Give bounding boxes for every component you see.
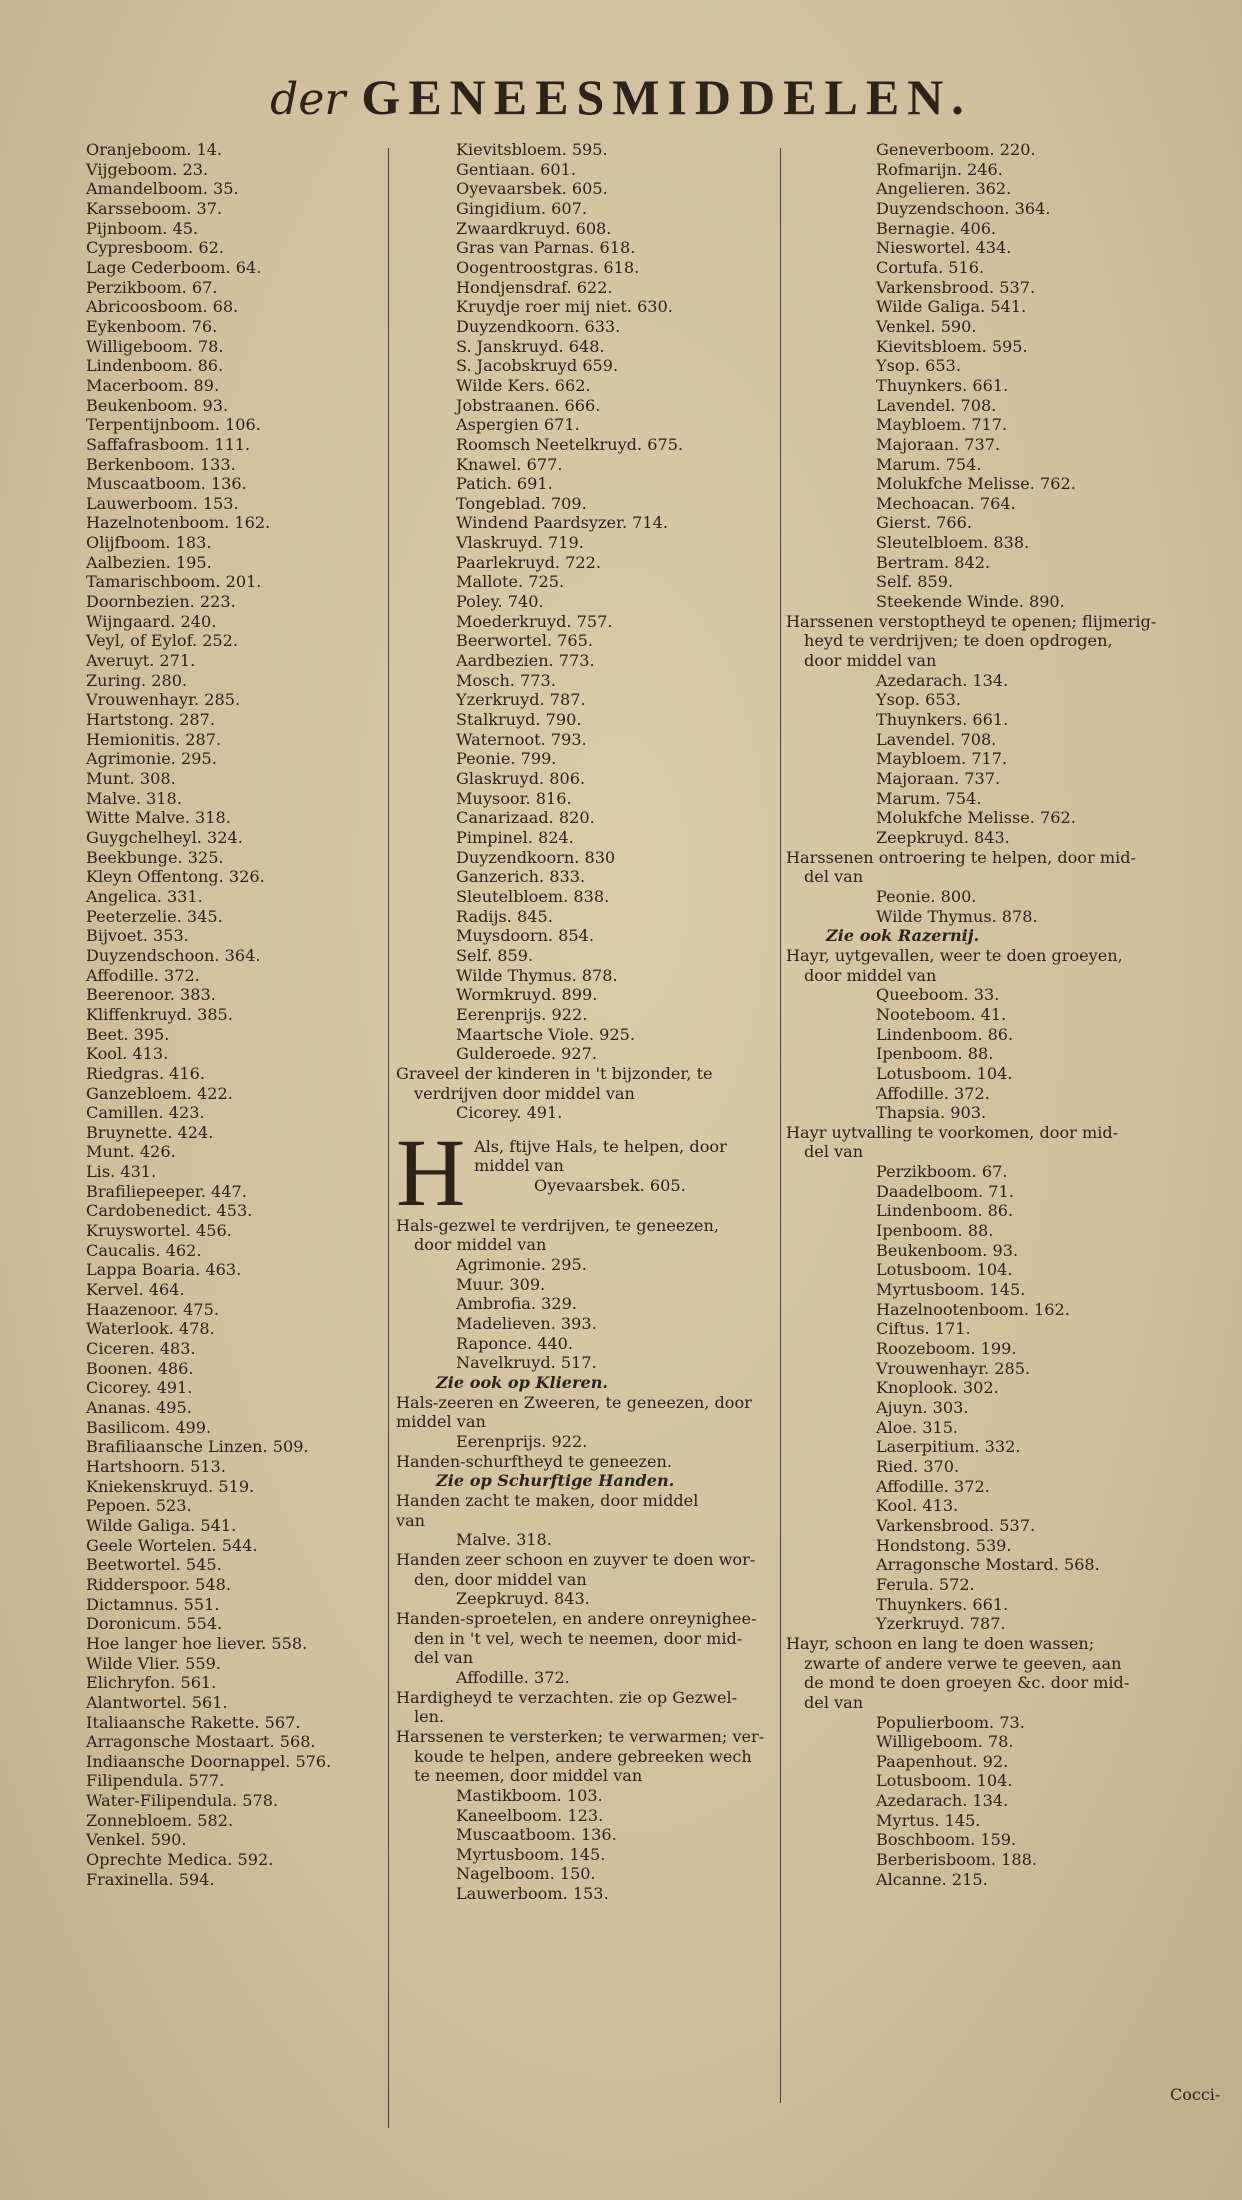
index-entry: Hoe langer hoe liever. 558.	[86, 1633, 308, 1653]
index-entry: Beet. 395.	[86, 1024, 170, 1044]
index-entry: Lauwerboom. 153.	[86, 493, 239, 513]
page-header	[0, 68, 1242, 126]
index-entry: Boonen. 486.	[86, 1358, 194, 1378]
index-entry: Molukfche Melisse. 762.	[876, 474, 1076, 494]
index-heading: Hals-zeeren en Zweeren, te geneezen, door	[396, 1392, 752, 1412]
index-heading: Hayr uytvalling te voorkomen, door mid-	[786, 1122, 1119, 1142]
index-entry: Pijnboom. 45.	[86, 218, 199, 238]
index-entry: Muscaatboom. 136.	[86, 474, 247, 494]
index-entry: Pepoen. 523.	[86, 1496, 192, 1516]
index-entry: Alcanne. 215.	[876, 1869, 988, 1889]
entry-line: middel van	[474, 1156, 564, 1176]
heading-continuation: zwarte of andere verwe te geeven, aan	[804, 1653, 1122, 1673]
index-entry: Knoplook. 302.	[876, 1378, 999, 1398]
index-entry: Varkensbrood. 537.	[876, 277, 1036, 297]
index-entry: Dictamnus. 551.	[86, 1594, 220, 1614]
index-entry: Aardbezien. 773.	[456, 651, 595, 671]
index-entry: Zuring. 280.	[86, 670, 188, 690]
index-entry: Eerenprijs. 922.	[456, 1432, 588, 1452]
index-entry: Wilde Thymus. 878.	[456, 965, 618, 985]
index-entry: Maybloem. 717.	[876, 415, 1008, 435]
index-entry: Duyzendkoorn. 633.	[456, 316, 621, 336]
index-entry: Ysop. 653.	[876, 690, 961, 710]
index-entry: Thuynkers. 661.	[876, 375, 1009, 395]
index-heading: Harssenen verstoptheyd te openen; flijmerig-	[786, 611, 1157, 631]
heading-continuation: den, door middel van	[414, 1569, 587, 1589]
index-column-2	[396, 140, 776, 1904]
index-entry: Lotusboom. 104.	[876, 1063, 1013, 1083]
index-entry: Rofmarijn. 246.	[876, 159, 1003, 179]
index-entry: Zeepkruyd. 843.	[876, 827, 1010, 847]
cross-reference: Zie op Schurftige Handen.	[436, 1471, 675, 1491]
index-entry: Nooteboom. 41.	[876, 1004, 1007, 1024]
index-entry: Hartshoorn. 513.	[86, 1456, 226, 1476]
index-heading: Hayr, schoon en lang te doen wassen;	[786, 1633, 1095, 1653]
index-entry: Riedgras. 416.	[86, 1063, 206, 1083]
index-entry: Muscaatboom. 136.	[456, 1825, 617, 1845]
index-entry: Berkenboom. 133.	[86, 454, 236, 474]
index-entry: Hazelnootenboom. 162.	[876, 1299, 1070, 1319]
index-entry: Populierboom. 73.	[876, 1712, 1025, 1732]
index-entry: Thuynkers. 661.	[876, 1594, 1009, 1614]
index-entry: Ridderspoor. 548.	[86, 1574, 232, 1594]
index-entry: Zonnebloem. 582.	[86, 1810, 234, 1830]
index-entry: Ried. 370.	[876, 1456, 960, 1476]
heading-continuation: heyd te verdrijven; te doen opdrogen,	[804, 631, 1113, 651]
index-entry: Beerenoor. 383.	[86, 985, 216, 1005]
index-entry: Cortufa. 516.	[876, 257, 985, 277]
index-entry: Agrimonie. 295.	[456, 1255, 587, 1275]
index-entry: Eykenboom. 76.	[86, 316, 218, 336]
index-heading: Graveel der kinderen in 't bijzonder, te	[396, 1063, 713, 1083]
index-entry: Daadelboom. 71.	[876, 1181, 1014, 1201]
index-entry: Geele Wortelen. 544.	[86, 1535, 258, 1555]
index-entry: Doornbezien. 223.	[86, 592, 236, 612]
index-entry: Vlaskruyd. 719.	[456, 533, 584, 553]
index-entry: Mechoacan. 764.	[876, 493, 1016, 513]
index-entry: Cardobenedict. 453.	[86, 1201, 253, 1221]
index-entry: Hazelnotenboom. 162.	[86, 513, 271, 533]
index-entry: Lavendel. 708.	[876, 395, 997, 415]
index-entry: Agrimonie. 295.	[86, 749, 217, 769]
index-entry: Stalkruyd. 790.	[456, 710, 582, 730]
index-entry: Beekbunge. 325.	[86, 847, 224, 867]
index-entry: Tongeblad. 709.	[456, 493, 587, 513]
index-column-1	[86, 140, 386, 1889]
header-der: der	[270, 74, 346, 125]
index-entry: Oranjeboom. 14.	[86, 140, 223, 159]
entry-line: Als, ftijve Hals, te helpen, door	[474, 1136, 727, 1156]
index-entry: Marum. 754.	[876, 454, 982, 474]
index-entry: Ganzerich. 833.	[456, 867, 586, 887]
index-entry: Sleutelbloem. 838.	[456, 886, 610, 906]
column-rule-2	[780, 148, 781, 2103]
index-entry: Filipendula. 577.	[86, 1771, 225, 1791]
index-entry: Ferula. 572.	[876, 1574, 975, 1594]
index-entry: Bijvoet. 353.	[86, 926, 189, 946]
index-entry: Kniekenskruyd. 519.	[86, 1476, 255, 1496]
index-heading: Hayr, uytgevallen, weer te doen groeyen,	[786, 945, 1123, 965]
heading-continuation: koude te helpen, andere gebreeken wech	[414, 1746, 752, 1766]
index-entry: Roomsch Neetelkruyd. 675.	[456, 434, 684, 454]
index-entry: Water-Filipendula. 578.	[86, 1791, 279, 1811]
index-entry: Peeterzelie. 345.	[86, 906, 223, 926]
index-entry: Beukenboom. 93.	[876, 1240, 1019, 1260]
index-entry: Zeepkruyd. 843.	[456, 1589, 590, 1609]
index-entry: Boschboom. 159.	[876, 1830, 1017, 1850]
index-entry: Glaskruyd. 806.	[456, 769, 586, 788]
index-entry: Bertram. 842.	[876, 552, 991, 572]
index-entry: Willigeboom. 78.	[876, 1732, 1014, 1752]
index-entry: Mastikboom. 103.	[456, 1785, 603, 1805]
index-entry: Eerenprijs. 922.	[456, 1004, 588, 1024]
index-entry: Muur. 309.	[456, 1274, 546, 1294]
index-entry: Cicorey. 491.	[86, 1378, 193, 1398]
cross-reference: Zie ook Razernij.	[826, 926, 980, 946]
index-entry: Haazenoor. 475.	[86, 1299, 219, 1319]
index-entry: Mallote. 725.	[456, 572, 565, 592]
index-entry: Perzikboom. 67.	[876, 1162, 1008, 1182]
index-entry: Kool. 413.	[86, 1044, 169, 1064]
index-entry: Averuyt. 271.	[86, 651, 196, 671]
index-entry: Indiaansche Doornappel. 576.	[86, 1751, 332, 1771]
heading-continuation: del van	[414, 1648, 474, 1668]
column-rule-1	[388, 148, 389, 2128]
index-entry: Basilicom. 499.	[86, 1417, 212, 1437]
index-entry: Wilde Thymus. 878.	[876, 906, 1038, 926]
index-entry: Patich. 691.	[456, 474, 553, 494]
index-entry: Camillen. 423.	[86, 1103, 205, 1123]
index-entry: Canarizaad. 820.	[456, 808, 595, 828]
index-entry: Wilde Vlier. 559.	[86, 1653, 221, 1673]
index-entry: Jobstraanen. 666.	[456, 395, 601, 415]
index-entry: Gierst. 766.	[876, 513, 973, 533]
index-entry: Ciceren. 483.	[86, 1339, 196, 1359]
index-entry: Muysoor. 816.	[456, 788, 572, 808]
drop-capital: H	[396, 1118, 466, 1226]
index-entry: Maartsche Viole. 925.	[456, 1024, 636, 1044]
index-entry: Ganzebloem. 422.	[86, 1083, 233, 1103]
index-entry: Munt. 308.	[86, 769, 176, 788]
index-entry: Willigeboom. 78.	[86, 336, 224, 356]
index-entry: Maybloem. 717.	[876, 749, 1008, 769]
index-entry: Kievitsbloem. 595.	[456, 140, 608, 159]
index-entry: Mosch. 773.	[456, 670, 556, 690]
index-entry: Lage Cederboom. 64.	[86, 257, 262, 277]
index-entry: Witte Malve. 318.	[86, 808, 231, 828]
index-entry: Perzikboom. 67.	[86, 277, 218, 297]
index-entry: Olijfboom. 183.	[86, 533, 212, 553]
index-entry: Paapenhout. 92.	[876, 1751, 1009, 1771]
index-entry: Lis. 431.	[86, 1162, 157, 1182]
index-entry: Molukfche Melisse. 762.	[876, 808, 1076, 828]
index-entry: Ciftus. 171.	[876, 1319, 971, 1339]
index-entry: Raponce. 440.	[456, 1333, 574, 1353]
index-entry: Muysdoorn. 854.	[456, 926, 594, 946]
index-entry: Yzerkruyd. 787.	[456, 690, 586, 710]
index-heading: middel van	[396, 1412, 486, 1432]
index-entry: Saffafrasboom. 111.	[86, 434, 251, 454]
heading-continuation: door middel van	[804, 651, 937, 671]
index-entry: Duyzendschoon. 364.	[86, 945, 261, 965]
index-entry: Wilde Galiga. 541.	[86, 1515, 237, 1535]
index-entry: Lindenboom. 86.	[86, 356, 224, 376]
index-entry: Aspergien 671.	[456, 415, 580, 435]
index-entry: Lindenboom. 86.	[876, 1201, 1014, 1221]
index-entry: Wilde Kers. 662.	[456, 375, 591, 395]
index-entry: Vijgeboom. 23.	[86, 159, 209, 179]
index-entry: Thapsia. 903.	[876, 1103, 987, 1123]
index-entry: Vrouwenhayr. 285.	[876, 1358, 1031, 1378]
index-entry: Navelkruyd. 517.	[456, 1353, 597, 1373]
index-entry: Majoraan. 737.	[876, 769, 1001, 788]
index-entry: Varkensbrood. 537.	[876, 1515, 1036, 1535]
index-heading: Harssenen te versterken; te verwarmen; ver-	[396, 1726, 765, 1746]
index-entry: Affodille. 372.	[876, 1476, 990, 1496]
index-entry: Myrtusboom. 145.	[456, 1844, 606, 1864]
index-entry: Kruyswortel. 456.	[86, 1221, 232, 1241]
index-entry: S. Jacobskruyd 659.	[456, 356, 619, 376]
index-heading: Harssenen ontroering te helpen, door mid-	[786, 847, 1136, 867]
index-entry: Kievitsbloem. 595.	[876, 336, 1028, 356]
index-entry: Affodille. 372.	[86, 965, 200, 985]
index-entry: Peonie. 799.	[456, 749, 557, 769]
index-entry: Kool. 413.	[876, 1496, 959, 1516]
index-entry: Laserpitium. 332.	[876, 1437, 1021, 1457]
index-entry: Brafiliepeeper. 447.	[86, 1181, 247, 1201]
heading-continuation: len.	[414, 1707, 445, 1727]
index-entry: Madelieven. 393.	[456, 1314, 597, 1334]
index-entry: Affodille. 372.	[456, 1667, 570, 1687]
index-entry: Paarlekruyd. 722.	[456, 552, 601, 572]
index-entry: Macerboom. 89.	[86, 375, 220, 395]
index-entry: Hemionitis. 287.	[86, 729, 222, 749]
index-entry: Windend Paardsyzer. 714.	[456, 513, 669, 533]
index-entry: Arragonsche Mostard. 568.	[876, 1555, 1100, 1575]
index-entry: Italiaansche Rakette. 567.	[86, 1712, 301, 1732]
index-entry: Duyzendschoon. 364.	[876, 198, 1051, 218]
index-entry: Tamarischboom. 201.	[86, 572, 262, 592]
index-entry: Peonie. 800.	[876, 886, 977, 906]
index-entry: Oyevaarsbek. 605.	[456, 179, 608, 199]
index-heading: Handen-sproetelen, en andere onreynighee-	[396, 1608, 757, 1628]
index-entry: Lavendel. 708.	[876, 729, 997, 749]
index-entry: Cicorey. 491.	[456, 1103, 563, 1123]
index-entry: Ananas. 495.	[86, 1398, 192, 1417]
index-entry: Lotusboom. 104.	[876, 1771, 1013, 1791]
index-entry: Beerwortel. 765.	[456, 631, 593, 651]
index-entry: Hondjensdraf. 622.	[456, 277, 613, 297]
catchword: Cocci-	[1170, 2085, 1221, 2104]
index-entry: Marum. 754.	[876, 788, 982, 808]
index-entry: Abricoosboom. 68.	[86, 297, 239, 317]
index-entry: Vrouwenhayr. 285.	[86, 690, 241, 710]
heading-continuation: den in 't vel, wech te neemen, door mid-	[414, 1628, 743, 1648]
index-heading: Handen zeer schoon en zuyver te doen wor-	[396, 1549, 756, 1569]
index-entry: Ysop. 653.	[876, 356, 961, 376]
index-entry: Beukenboom. 93.	[86, 395, 229, 415]
index-entry: Arragonsche Mostaart. 568.	[86, 1732, 316, 1752]
index-entry: Duyzendkoorn. 830	[456, 847, 616, 867]
index-entry: Waternoot. 793.	[456, 729, 587, 749]
index-entry: Kleyn Offentong. 326.	[86, 867, 265, 887]
index-entry: Venkel. 590.	[86, 1830, 187, 1850]
index-entry: Pimpinel. 824.	[456, 827, 574, 847]
index-entry: Aalbezien. 195.	[86, 552, 212, 572]
heading-continuation: de mond te doen groeyen &c. door mid-	[804, 1673, 1130, 1693]
index-entry: Queeboom. 33.	[876, 985, 1000, 1005]
heading-continuation: del van	[804, 867, 864, 887]
index-entry: Hondstong. 539.	[876, 1535, 1012, 1555]
index-entry: Roozeboom. 199.	[876, 1339, 1017, 1359]
index-heading: Handen zacht te maken, door middel	[396, 1491, 699, 1510]
index-entry: Majoraan. 737.	[876, 434, 1001, 454]
index-entry: Gentiaan. 601.	[456, 159, 576, 179]
index-entry: Hartstong. 287.	[86, 710, 215, 730]
index-entry: Affodille. 372.	[876, 1083, 990, 1103]
index-entry: Nieswortel. 434.	[876, 238, 1012, 258]
index-entry: Lotusboom. 104.	[876, 1260, 1013, 1280]
index-entry: Bernagie. 406.	[876, 218, 997, 238]
heading-continuation: del van	[804, 1142, 864, 1162]
index-entry: Angelieren. 362.	[876, 179, 1012, 199]
index-entry: Geneverboom. 220.	[876, 140, 1036, 159]
header-title: GENEESMIDDELEN.	[361, 69, 972, 125]
index-entry: Ajuyn. 303.	[876, 1398, 969, 1417]
heading-continuation: te neemen, door middel van	[414, 1766, 643, 1786]
index-entry: Azedarach. 134.	[876, 670, 1009, 690]
heading-continuation: door middel van	[804, 965, 937, 985]
index-entry: Zwaardkruyd. 608.	[456, 218, 612, 238]
index-entry: Azedarach. 134.	[876, 1791, 1009, 1811]
heading-continuation: del van	[804, 1692, 864, 1712]
index-entry: Kaneelboom. 123.	[456, 1805, 604, 1825]
index-entry: Caucalis. 462.	[86, 1240, 202, 1260]
index-entry: Lindenboom. 86.	[876, 1024, 1014, 1044]
index-entry: Self. 859.	[456, 945, 534, 965]
index-entry: Oprechte Medica. 592.	[86, 1850, 274, 1870]
index-entry: Munt. 426.	[86, 1142, 176, 1162]
index-heading: Hardigheyd te verzachten. zie op Gezwel-	[396, 1687, 738, 1707]
index-entry: Gras van Parnas. 618.	[456, 238, 636, 258]
index-entry: Elichryfon. 561.	[86, 1673, 217, 1693]
index-entry: Wormkruyd. 899.	[456, 985, 598, 1005]
cross-reference: Zie ook op Klieren.	[436, 1373, 608, 1393]
index-entry: Brafiliaansche Linzen. 509.	[86, 1437, 309, 1457]
index-entry: Angelica. 331.	[86, 886, 203, 906]
index-entry: Steekende Winde. 890.	[876, 592, 1065, 612]
index-entry: Berberisboom. 188.	[876, 1850, 1037, 1870]
index-entry: Oogentroostgras. 618.	[456, 257, 640, 277]
heading-continuation: verdrijven door middel van	[414, 1083, 635, 1103]
index-entry: Cypresboom. 62.	[86, 238, 224, 258]
index-entry: Wijngaard. 240.	[86, 611, 217, 631]
index-entry: Bruynette. 424.	[86, 1122, 214, 1142]
index-entry: Thuynkers. 661.	[876, 710, 1009, 730]
index-heading: Hals-gezwel te verdrijven, te geneezen,	[396, 1215, 719, 1235]
index-entry: Myrtus. 145.	[876, 1810, 981, 1830]
index-entry: Ipenboom. 88.	[876, 1044, 994, 1064]
index-entry: Knawel. 677.	[456, 454, 563, 474]
index-entry: Gulderoede. 927.	[456, 1044, 597, 1064]
index-column-3	[786, 140, 1226, 1889]
entry-line: Oyevaarsbek. 605.	[534, 1176, 686, 1196]
index-entry: Kervel. 464.	[86, 1280, 185, 1300]
index-entry: Sleutelbloem. 838.	[876, 533, 1030, 553]
index-entry: Malve. 318.	[456, 1530, 552, 1550]
index-entry: Moederkruyd. 757.	[456, 611, 613, 631]
index-entry: Kliffenkruyd. 385.	[86, 1004, 233, 1024]
index-entry: Fraxinella. 594.	[86, 1869, 215, 1889]
index-entry: Doronicum. 554.	[86, 1614, 223, 1634]
index-entry: Amandelboom. 35.	[86, 179, 239, 199]
index-entry: Lauwerboom. 153.	[456, 1884, 609, 1904]
index-entry: Venkel. 590.	[876, 316, 977, 336]
index-entry: Myrtusboom. 145.	[876, 1280, 1026, 1300]
index-entry: Beetwortel. 545.	[86, 1555, 222, 1575]
index-entry: Yzerkruyd. 787.	[876, 1614, 1006, 1634]
index-entry: Self. 859.	[876, 572, 954, 592]
index-entry: Veyl, of Eylof. 252.	[86, 631, 239, 651]
index-entry: Poley. 740.	[456, 592, 544, 612]
index-entry: Alantwortel. 561.	[86, 1692, 228, 1712]
index-entry: Aloe. 315.	[876, 1417, 959, 1437]
index-entry: Guygchelheyl. 324.	[86, 827, 243, 847]
heading-continuation: door middel van	[414, 1235, 547, 1255]
index-entry: Nagelboom. 150.	[456, 1864, 596, 1884]
index-entry: Karsseboom. 37.	[86, 198, 223, 218]
index-entry: Ipenboom. 88.	[876, 1221, 994, 1241]
index-heading: van	[396, 1510, 426, 1530]
index-entry: S. Janskruyd. 648.	[456, 336, 605, 356]
index-entry: Radijs. 845.	[456, 906, 553, 926]
index-entry: Ambrofia. 329.	[456, 1294, 577, 1314]
index-heading: Handen-schurftheyd te geneezen.	[396, 1451, 672, 1471]
index-entry: Kruydje roer mij niet. 630.	[456, 297, 673, 317]
index-entry: Gingidium. 607.	[456, 198, 587, 218]
index-entry: Waterlook. 478.	[86, 1319, 215, 1339]
index-entry: Wilde Galiga. 541.	[876, 297, 1027, 317]
index-entry: Terpentijnboom. 106.	[86, 415, 261, 435]
index-entry: Lappa Boaria. 463.	[86, 1260, 242, 1280]
index-entry: Malve. 318.	[86, 788, 182, 808]
